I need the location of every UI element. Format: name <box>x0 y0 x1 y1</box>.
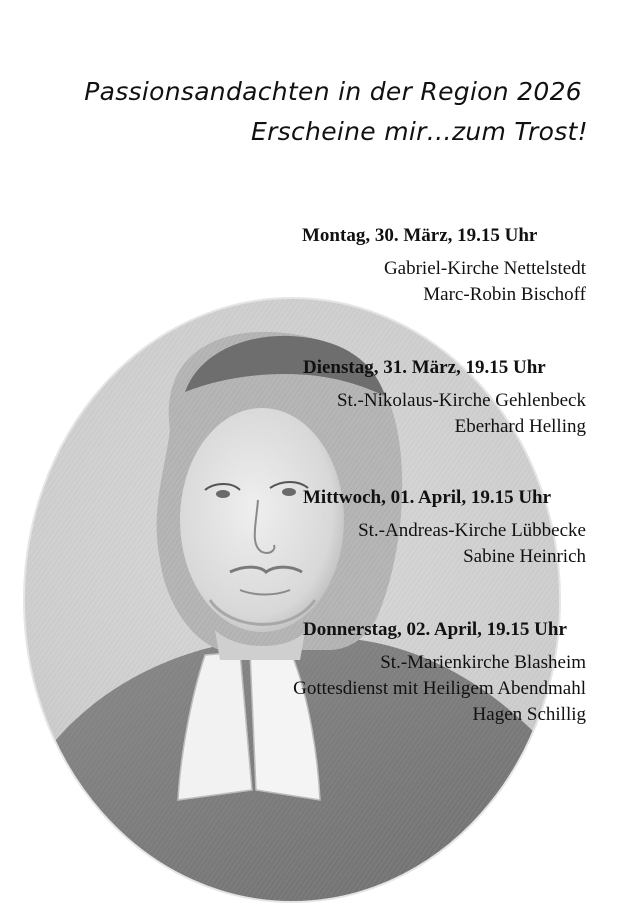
title-block <box>84 72 588 152</box>
event-speaker: Hagen Schillig <box>472 704 586 725</box>
event-item <box>246 224 586 308</box>
event-date: Montag, 30. März, 19.15 Uhr <box>302 225 538 246</box>
event-location: Gabriel-Kirche Nettelstedt <box>383 258 586 279</box>
event-item <box>246 486 586 570</box>
event-speaker: Marc-Robin Bischoff <box>423 284 586 305</box>
event-date: Mittwoch, 01. April, 19.15 Uhr <box>303 487 552 508</box>
event-service-type: Gottesdienst mit Heiligem Abendmahl <box>293 678 586 699</box>
event-speaker: Eberhard Helling <box>454 416 586 437</box>
event-location: St.-Marienkirche Blasheim <box>380 652 586 673</box>
subtitle-heading: Erscheine mir…zum Trost! <box>251 117 588 146</box>
event-location: St.-Nikolaus-Kirche Gehlenbeck <box>336 390 586 411</box>
event-location: St.-Andreas-Kirche Lübbecke <box>358 520 586 541</box>
event-speaker: Sabine Heinrich <box>463 546 586 567</box>
event-date: Dienstag, 31. März, 19.15 Uhr <box>303 357 546 378</box>
title-heading: Passionsandachten in der Region 2026 <box>84 77 582 106</box>
event-item <box>246 356 586 440</box>
event-date: Donnerstag, 02. April, 19.15 Uhr <box>303 619 567 640</box>
event-item <box>246 618 586 728</box>
